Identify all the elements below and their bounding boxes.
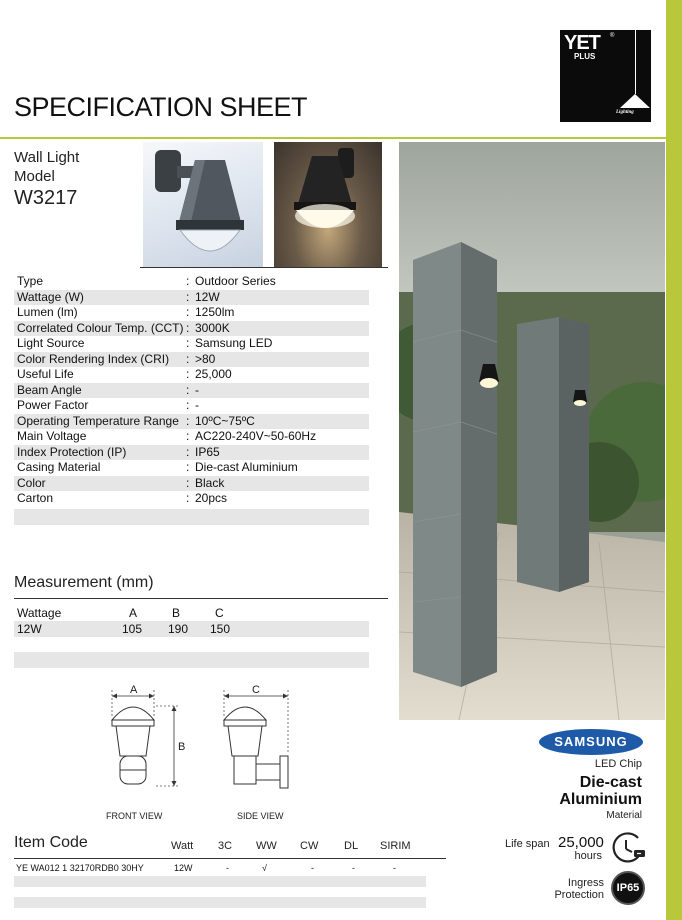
spec-row (14, 305, 369, 321)
spec-row (14, 352, 369, 368)
item-header: WW (256, 840, 277, 852)
spec-label: Light Source (17, 336, 85, 350)
spec-label: Correlated Colour Temp. (CCT) (17, 320, 184, 335)
spec-value: - (195, 398, 199, 412)
spec-row (14, 290, 369, 306)
dimension-drawings (90, 680, 320, 825)
measurement-title: Measurement (mm) (14, 574, 154, 591)
spec-row (14, 398, 369, 414)
photo-divider (140, 267, 388, 268)
ingress-line1: Ingress (567, 877, 604, 889)
spec-label: Index Protection (IP) (17, 444, 127, 459)
spec-label: Casing Material (17, 460, 101, 474)
life-span-label: Life span (505, 838, 550, 850)
spec-separator: : (186, 367, 190, 381)
spec-separator: : (186, 336, 190, 350)
measurement-blank-row (14, 652, 369, 668)
spec-value: 12W (195, 289, 220, 304)
model-label: Model (14, 168, 55, 185)
item-header: SIRIM (380, 840, 411, 852)
spec-value: Die-cast Aluminium (195, 460, 298, 474)
product-info (14, 148, 79, 210)
item-header: 3C (218, 840, 233, 852)
spec-separator: : (186, 351, 190, 366)
spec-value: 25,000 (195, 367, 232, 381)
product-photo-off (143, 142, 263, 267)
diecast-badge (520, 774, 642, 808)
spec-row (14, 367, 369, 383)
spec-label: Main Voltage (17, 429, 87, 443)
life-span-value: 25,000 (558, 834, 604, 851)
spec-label: Operating Temperature Range (17, 413, 179, 428)
spec-separator: : (186, 413, 190, 428)
spec-row (14, 460, 369, 476)
measurement-header: A (129, 606, 138, 620)
spec-row (14, 336, 369, 352)
spec-separator: : (186, 382, 190, 397)
spec-row (14, 445, 369, 461)
spec-value: 20pcs (195, 491, 228, 505)
item-code-blank-row (14, 876, 426, 887)
measurement-header: C (215, 606, 224, 620)
item-header: Watt (171, 840, 194, 852)
diecast-line2: Aluminium (559, 791, 642, 808)
item-code-cell: √ (262, 863, 267, 873)
ip65-badge (611, 871, 645, 905)
spec-separator: : (186, 460, 190, 474)
spec-label: Wattage (W) (17, 289, 84, 304)
item-code-value: YE WA012 1 32170RDB0 30HY (16, 863, 144, 873)
side-view-label: SIDE VIEW (237, 811, 284, 821)
model-code: W3217 (14, 187, 78, 209)
spec-value: 3000K (195, 320, 230, 335)
measurement-header-row (14, 605, 369, 621)
spec-value: AC220-240V~50-60Hz (195, 429, 317, 443)
life-span-icon (610, 830, 646, 866)
item-code-divider (14, 858, 446, 859)
spec-separator: : (186, 289, 190, 304)
measurement-divider (14, 598, 388, 599)
spec-label: Beam Angle (17, 382, 82, 397)
product-photo-on (274, 142, 382, 267)
spec-value: IP65 (195, 444, 220, 459)
measurement-cell: 190 (168, 622, 189, 636)
spec-value: Samsung LED (195, 336, 273, 350)
item-code-cell: - (311, 863, 314, 873)
logo-lamp-cord (635, 30, 636, 94)
dimension-c-label: C (252, 684, 260, 696)
spec-label: Lumen (lm) (17, 305, 78, 319)
spec-label: Color Rendering Index (CRI) (17, 351, 170, 366)
measurement-cell: 105 (122, 622, 143, 636)
spec-label: Useful Life (17, 367, 74, 381)
spec-row (14, 274, 369, 290)
measurement-header: B (172, 606, 181, 620)
accent-side-bar (666, 0, 682, 920)
spec-label: Carton (17, 491, 54, 505)
installation-photo (399, 142, 665, 720)
led-chip-label: LED Chip (594, 758, 642, 770)
front-view-label: FRONT VIEW (106, 811, 163, 821)
product-category: Wall Light (14, 149, 80, 166)
life-span-unit: hours (574, 850, 602, 862)
title-divider (0, 137, 666, 139)
measurement-row (14, 621, 369, 637)
spec-row (14, 414, 369, 430)
spec-value: - (195, 382, 199, 397)
spec-row (14, 476, 369, 492)
spec-row (14, 429, 369, 445)
spec-separator: : (186, 429, 190, 443)
ingress-line2: Protection (554, 889, 604, 901)
spec-value: 1250lm (195, 305, 235, 319)
page-title: SPECIFICATION SHEET (14, 92, 308, 122)
item-code-title: Item Code (14, 834, 88, 851)
spec-separator: : (186, 305, 190, 319)
item-code-cell: - (393, 863, 396, 873)
spec-value: Black (195, 475, 225, 490)
ingress-label (540, 877, 604, 901)
measurement-table (14, 605, 369, 637)
spec-row (14, 383, 369, 399)
logo-registered: ® (610, 33, 615, 39)
dimension-a-label: A (130, 684, 138, 696)
item-code-blank-row (14, 897, 426, 908)
measurement-cell: 150 (210, 622, 231, 636)
spec-separator: : (186, 274, 190, 288)
spec-value: 10ºC~75ºC (195, 413, 255, 428)
spec-separator: : (186, 444, 190, 459)
brand-logo (560, 30, 651, 122)
spec-blank-row (14, 509, 369, 525)
spec-table (14, 274, 369, 525)
spec-label: Color (17, 475, 46, 490)
spec-separator: : (186, 320, 190, 335)
spec-row (14, 321, 369, 337)
measurement-cell: 12W (17, 622, 42, 636)
spec-row (14, 491, 369, 507)
spec-separator: : (186, 491, 190, 505)
ip65-text: IP65 (616, 882, 640, 894)
samsung-logo-text: SAMSUNG (554, 734, 628, 749)
logo-brand: YET (564, 32, 600, 54)
spec-separator: : (186, 475, 190, 490)
spec-value: Outdoor Series (195, 274, 276, 288)
item-code-row (14, 862, 426, 875)
logo-lamp-icon (620, 94, 650, 108)
item-code-cell: - (352, 863, 355, 873)
spec-label: Power Factor (17, 398, 89, 412)
dimension-b-label: B (178, 741, 186, 753)
spec-value: >80 (195, 351, 216, 366)
item-code-cell: 12W (174, 863, 193, 873)
spec-label: Type (17, 274, 44, 288)
material-label: Material (606, 810, 642, 821)
item-header: CW (300, 840, 319, 852)
spec-separator: : (186, 398, 190, 412)
item-code-cell: - (226, 863, 229, 873)
logo-tagline: Lighting (616, 110, 634, 115)
samsung-badge (538, 727, 644, 757)
diecast-line1: Die-cast (579, 774, 642, 791)
item-header: DL (344, 840, 359, 852)
logo-sub: PLUS (574, 52, 596, 61)
measurement-header: Wattage (17, 606, 62, 620)
